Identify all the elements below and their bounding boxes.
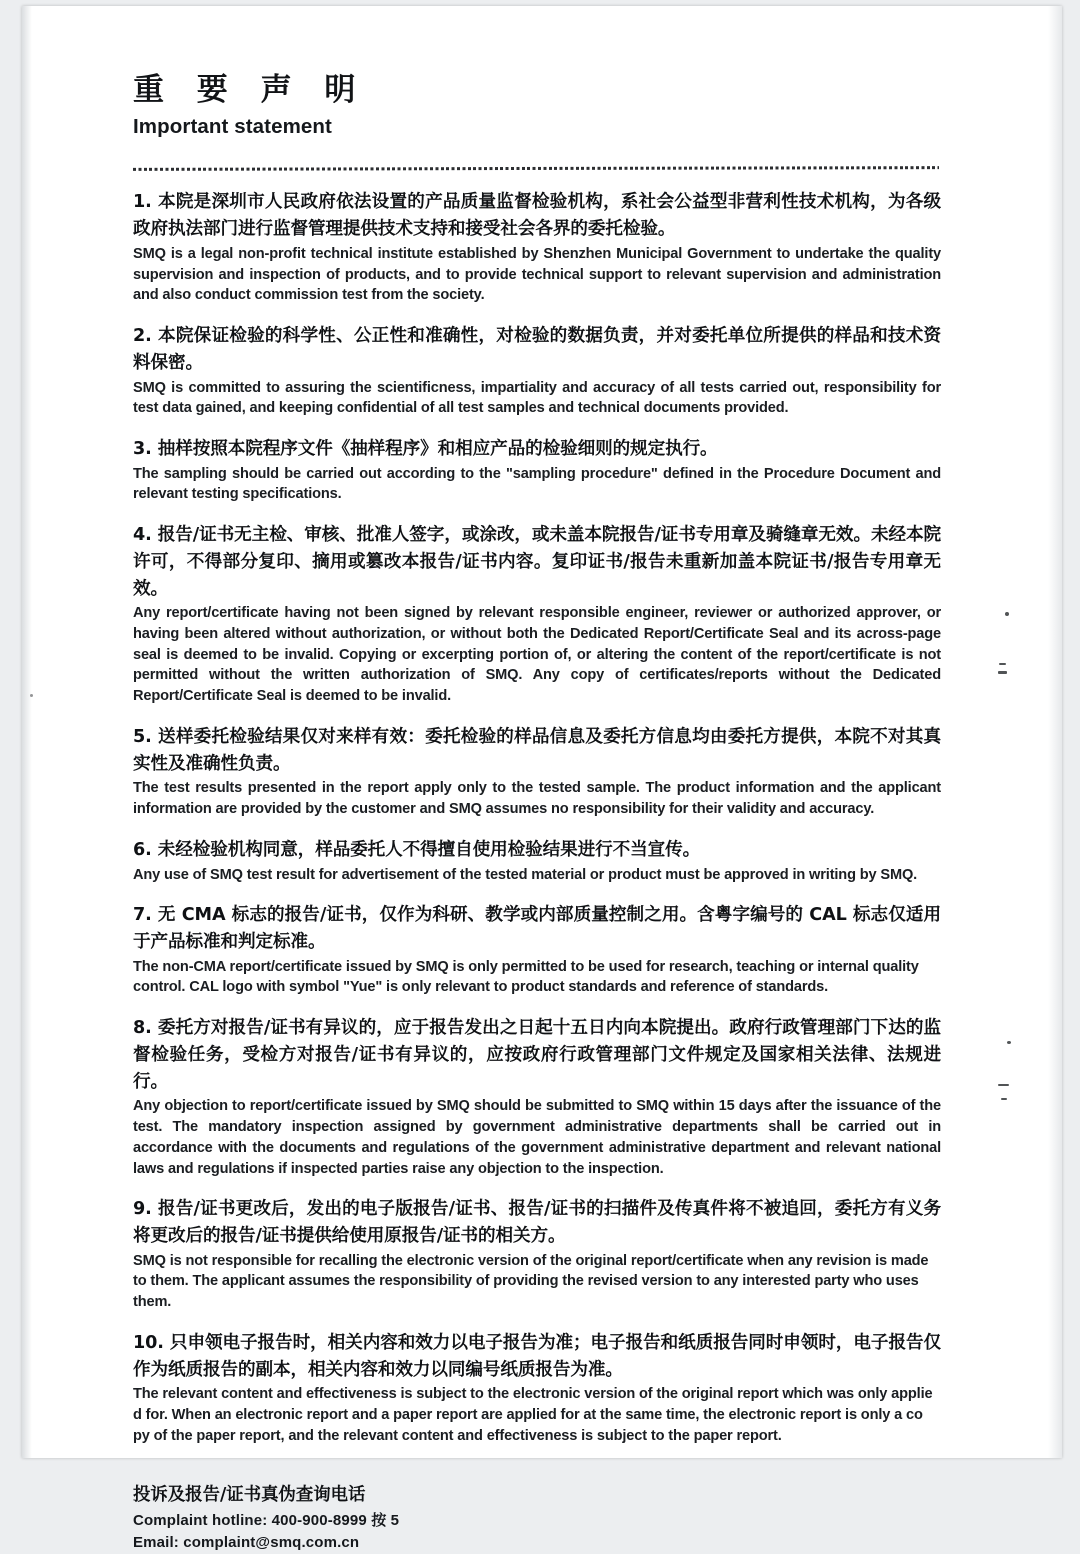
clause-text-chinese: 1. 本院是深圳市人民政府依法设置的产品质量监督检验机构，系社会公益型非营利性技术机构，为各级政府执法部门进行监督管理提供技术支持和接受社会各界的委托检验。 xyxy=(133,192,941,240)
clause-item xyxy=(133,522,941,707)
page-title-english: Important statement xyxy=(133,114,332,138)
clause-item xyxy=(133,902,941,998)
clause-text-english: Any use of SMQ test result for advertisement of the tested material or product must be approved in writing by SMQ. xyxy=(133,866,918,883)
clause-text-english: SMQ is a legal non-profit technical institute established by Shenzhen Municipal Government to undertake the quality supervision and inspection of products, and to provide technical support to relevant supervision and administration and also conduct commission test from the society. xyxy=(133,245,941,304)
clause-text-english: Any objection to report/certificate issued by SMQ should be submitted to SMQ within 15 days after the issuance of the test. The mandatory inspection assigned by government administrative departments shall be carried out in accordance with the documents and regulations of the government administrative department and relevant national laws and regulations if inspected parties raise any objection to the inspection. xyxy=(133,1098,941,1177)
clause-text-english: The sampling should be carried out according to the "sampling procedure" defined in the Procedure Document and relevant testing specifications. xyxy=(133,465,941,503)
clause-list xyxy=(133,189,941,1446)
scan-speckle xyxy=(999,663,1006,665)
clause-text-chinese: 4. 报告/证书无主检、审核、批准人签字，或涂改，或未盖本院报告/证书专用章及骑缝章无效。未经本院许可，不得部分复印、摘用或篡改本报告/证书内容。复印证书/报告未重新加盖本院证书/报告专用章无效。 xyxy=(133,525,941,599)
scanned-page-sheet xyxy=(22,6,1062,1551)
complaint-hotline: Complaint hotline: 400-900-8999 按 5 xyxy=(133,1511,400,1529)
clause-item xyxy=(133,1330,941,1447)
contact-footer xyxy=(133,1482,941,1554)
clause-text-chinese: 10. 只申领电子报告时，相关内容和效力以电子报告为准；电子报告和纸质报告同时申领时，电子报告仅作为纸质报告的副本，相关内容和效力以同编号纸质报告为准。 xyxy=(133,1332,941,1380)
clause-text-chinese: 7. 无 CMA 标志的报告/证书，仅作为科研、教学或内部质量控制之用。含粤字编号的 CAL 标志仅适用于产品标准和判定标准。 xyxy=(133,905,941,952)
clause-text-chinese: 5. 送样委托检验结果仅对来样有效：委托检验的样品信息及委托方信息均由委托方提供，本院不对其真实性及准确性负责。 xyxy=(133,726,941,774)
clause-item xyxy=(133,837,941,885)
clause-text-english: The non-CMA report/certificate issued by SMQ is only permitted to be used for research, teaching or internal quality control. CAL logo with symbol "Yue" is only relevant to product standards and reference of standards. xyxy=(133,958,919,996)
clause-text-english: SMQ is not responsible for recalling the electronic version of the original report/certificate when any revision is made to them. The applicant assumes the responsibility of providing the revised version to any interested party who uses them. xyxy=(133,1252,929,1311)
clause-item xyxy=(133,323,941,419)
clause-text-english: The relevant content and effectiveness is subject to the electronic version of the original report which was only applie d for. When an electronic report and a paper report are applied for at the same time, the electronic report is only a co py of the paper report, and the relevant content and effectiveness is subject to the paper report. xyxy=(133,1386,933,1444)
clause-text-english: The test results presented in the report apply only to the tested sample. The product information and the applicant information are provided by the customer and SMQ assumes no responsibility for their validity and accuracy. xyxy=(133,780,941,818)
scan-speckle xyxy=(1007,1041,1011,1044)
clause-item xyxy=(133,189,941,306)
scan-speckle xyxy=(1005,612,1009,616)
clause-text-chinese: 9. 报告/证书更改后，发出的电子版报告/证书、报告/证书的扫描件及传真件将不被追回，委托方有义务将更改后的报告/证书提供给使用原报告/证书的相关方。 xyxy=(133,1199,941,1246)
clause-text-chinese: 3. 抽样按照本院程序文件《抽样程序》和相应产品的检验细则的规定执行。 xyxy=(133,438,718,459)
complaint-email: Email: complaint@smq.com.cn xyxy=(133,1533,360,1551)
scan-speckle xyxy=(998,1084,1009,1086)
clause-item xyxy=(133,724,941,820)
scan-speckle xyxy=(998,671,1007,674)
dashed-divider xyxy=(133,167,939,172)
clause-item xyxy=(133,1196,941,1313)
clause-text-english: SMQ is committed to assuring the scientificness, impartiality and accuracy of all tests carried out, responsibility for test data gained, and keeping confidential of all test samples and technical documents provided. xyxy=(133,379,941,417)
clause-text-english: Any report/certificate having not been signed by relevant responsible engineer, reviewer or authorized approver, or having been altered without authorization, or without both the Dedicated Report/Certificate Seal and its across-page seal is deemed to be invalid. Copying or excerpting portion of, or altering the content of the report/certificate is not permitted without the written authorization of SMQ. Any copy of certificates/reports without the Dedicated Report/Certificate Seal is deemed to be invalid. xyxy=(133,605,941,705)
complaint-heading: 投诉及报告/证书真伪查询电话 xyxy=(133,1484,366,1505)
clause-item xyxy=(133,436,941,505)
clause-text-chinese: 2. 本院保证检验的科学性、公正性和准确性，对检验的数据负责，并对委托单位所提供的样品和技术资料保密。 xyxy=(133,326,941,373)
page-title-chinese: 重 要 声 明 xyxy=(133,72,367,108)
document-content xyxy=(133,72,941,1554)
clause-text-chinese: 6. 未经检验机构同意，样品委托人不得擅自使用检验结果进行不当宣传。 xyxy=(133,839,701,860)
clause-item xyxy=(133,1015,941,1179)
clause-text-chinese: 8. 委托方对报告/证书有异议的，应于报告发出之日起十五日内向本院提出。政府行政管理部门下达的监督检验任务，受检方对报告/证书有异议的，应按政府行政管理部门文件规定及国家相关法律、法规进行。 xyxy=(133,1018,941,1092)
scan-speckle xyxy=(30,694,33,697)
scan-speckle xyxy=(1001,1098,1007,1100)
